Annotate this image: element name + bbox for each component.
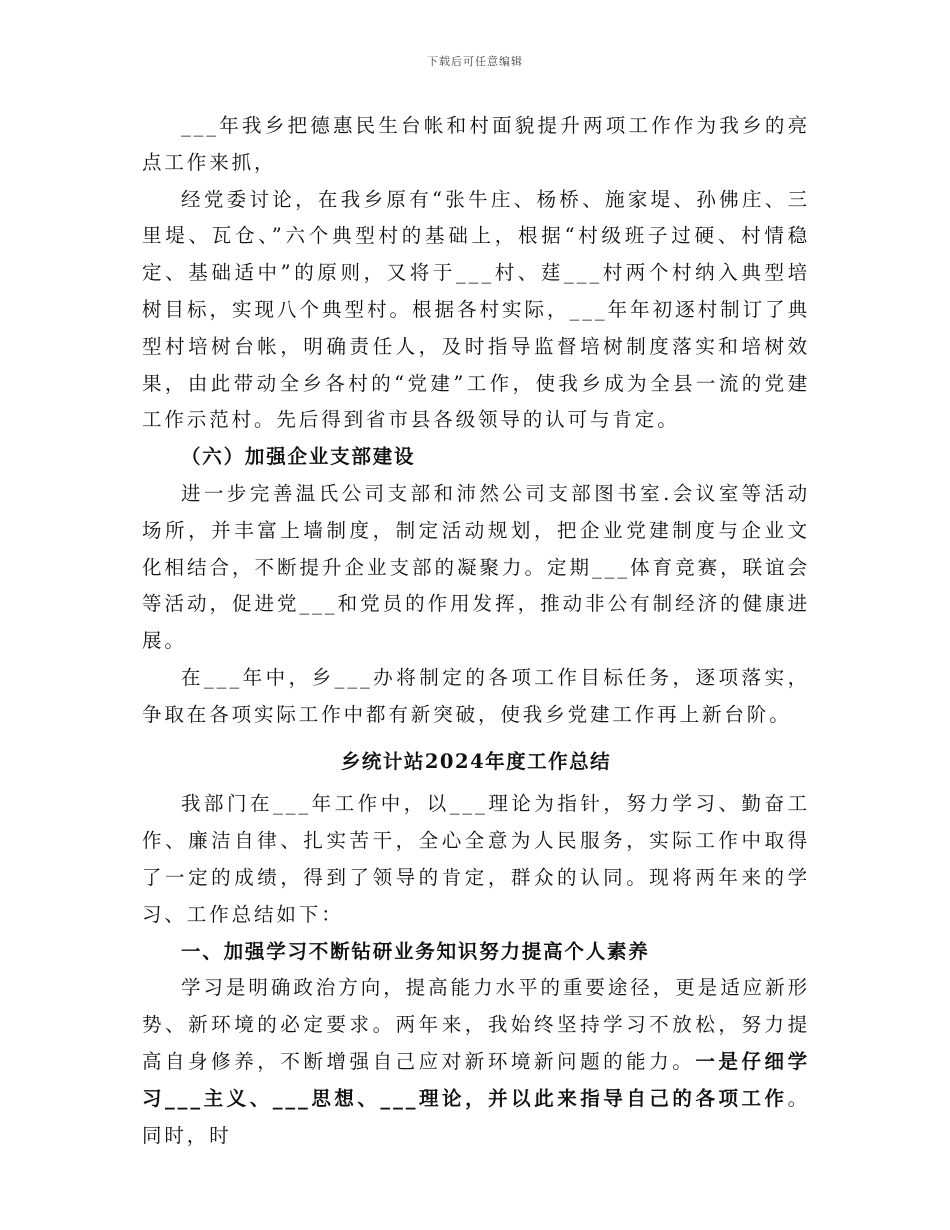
paragraph-study: [142, 970, 810, 1154]
study-tail-text: 。同时，时: [142, 1086, 810, 1147]
study-bold-text: 一是仔细学习___主义、___思想、___理论，并以此来指导自己的各项工作: [142, 1049, 810, 1110]
paragraph-typical-villages: 经党委讨论，在我乡原有“张牛庄、杨桥、施家堤、孙佛庄、三里堤、瓦仓、”六个典型村的基础上，根据“村级班子过硬、村情稳定、基础适中”的原则，又将于___村、莛___村两个村纳入典型培树目标，实现八个典型村。根据各村实际，___年年初逐村制订了典型村培树台帐，明确责任人，及时指导监督培树制度落实和培树效果，由此带动全乡各村的“党建”工作，使我乡成为全县一流的党建工作示范村。先后得到省市县各级领导的认可与肯定。: [142, 187, 810, 432]
section-title: 乡统计站2024年度工作总结: [340, 749, 612, 773]
subheading-enterprise-branch: （六）加强企业支部建设: [181, 445, 416, 469]
subheading-study: 一、加强学习不断钻研业务知识努力提高个人素养: [181, 939, 650, 963]
document-body: [142, 108, 810, 1154]
paragraph-summary-intro: 我部门在___年工作中，以___理论为指针，努力学习、勤奋工作、廉洁自律、扎实苦干，全心全意为人民服务，实际工作中取得了一定的成绩，得到了领导的肯定，群众的认同。现将两年来的学习、工作总结如下：: [142, 792, 810, 926]
paragraph-yearly-goals: 在___年中，乡___办将制定的各项工作目标任务，逐项落实，争取在各项实际工作中都有新突破，使我乡党建工作再上新台阶。: [142, 665, 810, 726]
header-note: 下载后可任意编辑: [427, 55, 523, 68]
paragraph-highlight-work: ___年我乡把德惠民生台帐和村面貌提升两项工作作为我乡的亮点工作来抓，: [142, 114, 810, 174]
paragraph-enterprise-branch: 进一步完善温氏公司支部和沛然公司支部图书室.会议室等活动场所，并丰富上墙制度，制定活动规划，把企业党建制度与企业文化相结合，不断提升企业支部的凝聚力。定期___体育竞赛，联谊会等活动，促进党___和党员的作用发挥，推动非公有制经济的健康进展。: [142, 481, 810, 653]
study-text: 学习是明确政治方向，提高能力水平的重要途径，更是适应新形势、新环境的必定要求。两年来，我始终坚持学习不放松，努力提高自身修养，不断增强自己应对新环境新问题的能力。: [142, 976, 810, 1073]
